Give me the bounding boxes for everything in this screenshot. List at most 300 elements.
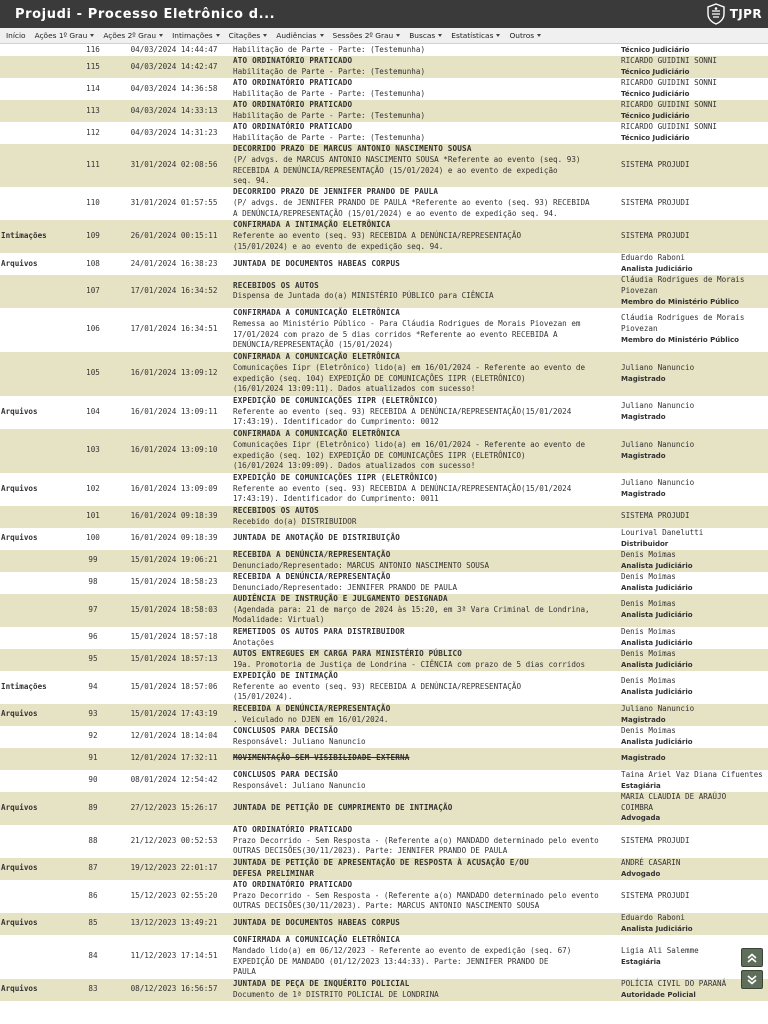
table-row[interactable]: [0, 935, 768, 979]
movement-title[interactable]: JUNTADA DE PETIÇÃO DE CUMPRIMENTO DE INTIMAÇÃO: [233, 802, 453, 812]
row-movement: [232, 122, 618, 144]
table-row[interactable]: [0, 726, 768, 748]
row-type[interactable]: Arquivos: [0, 704, 70, 726]
row-user: [618, 528, 768, 550]
table-row[interactable]: [0, 506, 768, 528]
row-user: [618, 122, 768, 144]
user-name: Juliano Nanuncio: [621, 362, 695, 372]
row-seq: 97: [70, 594, 116, 627]
movement-title[interactable]: CONFIRMADA A COMUNICAÇÃO ELETRÔNICA: [233, 307, 401, 317]
table-row[interactable]: [0, 671, 768, 704]
menu-item-label: Sessões 2º Grau: [332, 31, 394, 40]
row-type: [0, 506, 70, 528]
row-type: [0, 44, 70, 56]
table-row[interactable]: [0, 649, 768, 671]
row-date: 04/03/2024 14:44:47: [116, 44, 232, 56]
row-date: 13/12/2023 13:49:21: [116, 913, 232, 935]
movement-description: RECEBIDA A DENÚNCIA/REPRESENTAÇÃO (15/01/2024) e ao evento de expedição: [233, 165, 558, 175]
movement-title[interactable]: EXPEDIÇÃO DE INTIMAÇÃO: [233, 670, 338, 680]
row-user: [618, 429, 768, 473]
table-row[interactable]: [0, 122, 768, 144]
user-role: Membro do Ministério Público: [621, 297, 739, 306]
row-movement: [232, 187, 618, 220]
user-name: Cláudia Rodrigues de Morais: [621, 275, 745, 285]
user-name: SISTEMA PROJUDI: [621, 511, 690, 521]
table-row[interactable]: [0, 44, 768, 56]
row-user: [618, 100, 768, 122]
row-date: 12/01/2024 17:32:11: [116, 748, 232, 770]
row-movement: [232, 550, 618, 572]
row-date: 21/12/2023 00:52:53: [116, 825, 232, 858]
row-seq: 104: [70, 396, 116, 429]
row-movement: [232, 825, 618, 858]
movement-title[interactable]: AUTOS ENTREGUES EM CARGA PARA MINISTÉRIO PÚBLICO: [233, 648, 463, 658]
row-user: [618, 78, 768, 100]
user-role: Técnico Judiciário: [621, 90, 690, 98]
user-role: Advogada: [621, 814, 661, 823]
row-movement: [232, 429, 618, 473]
movement-title[interactable]: RECEBIDA A DENÚNCIA/REPRESENTAÇÃO: [233, 571, 391, 581]
table-row[interactable]: [0, 396, 768, 429]
menu-item-label: Intimações: [172, 31, 213, 40]
movement-title[interactable]: CONCLUSOS PARA DECISÃO: [233, 725, 338, 735]
row-seq: 93: [70, 704, 116, 726]
row-user: [618, 726, 768, 748]
user-role: Magistrado: [621, 413, 666, 422]
movement-description: 17:43:19). Identificador do Cumprimento: 0011: [233, 494, 439, 504]
movement-description: Responsável: Juliano Nanuncio: [233, 736, 366, 746]
row-date: 16/01/2024 09:18:39: [116, 528, 232, 550]
row-type[interactable]: Intimações: [0, 671, 70, 704]
row-user: [618, 352, 768, 396]
movement-title[interactable]: JUNTADA DE DOCUMENTOS HABEAS CORPUS: [233, 918, 401, 928]
movement-description: Habilitação de Parte - Parte: (Testemunha): [233, 67, 426, 76]
row-date: 08/01/2024 12:54:42: [116, 770, 232, 792]
table-row[interactable]: [0, 770, 768, 792]
row-date: 16/01/2024 13:09:10: [116, 429, 232, 473]
menu-item-2[interactable]: [103, 31, 163, 40]
row-movement: [232, 44, 618, 56]
menu-item-8[interactable]: [451, 31, 500, 40]
movement-title[interactable]: RECEBIDOS OS AUTOS: [233, 280, 319, 290]
row-type[interactable]: Arquivos: [0, 473, 70, 506]
table-row[interactable]: [0, 100, 768, 122]
movement-title[interactable]: ATO ORDINATÓRIO PRATICADO: [233, 824, 353, 834]
row-seq: 98: [70, 572, 116, 594]
user-role: Técnico Judiciário: [621, 68, 690, 76]
row-type[interactable]: Intimações: [0, 220, 70, 253]
table-row[interactable]: [0, 748, 768, 770]
movement-title[interactable]: RECEBIDA A DENÚNCIA/REPRESENTAÇÃO: [233, 703, 391, 713]
row-seq: 112: [70, 122, 116, 144]
row-type[interactable]: Arquivos: [0, 396, 70, 429]
row-seq: 113: [70, 100, 116, 122]
row-user: [618, 858, 768, 880]
row-date: 24/01/2024 16:38:23: [116, 253, 232, 275]
movement-title[interactable]: ATO ORDINATÓRIO PRATICADO: [233, 879, 353, 889]
menu-item-4[interactable]: [229, 31, 268, 40]
movement-description: PAULA: [233, 967, 256, 977]
row-type: [0, 572, 70, 594]
row-seq: 87: [70, 858, 116, 880]
row-date: 17/01/2024 16:34:52: [116, 275, 232, 307]
movement-title[interactable]: CONCLUSOS PARA DECISÃO: [233, 769, 338, 779]
user-role: Autoridade Policial: [621, 990, 696, 999]
row-date: 31/01/2024 01:57:55: [116, 187, 232, 220]
movement-title[interactable]: DECORRIDO PRAZO DE MARCUS ANTONIO NASCIMENTO SOUSA: [233, 144, 472, 153]
row-date: 15/01/2024 18:58:03: [116, 594, 232, 627]
row-seq: 110: [70, 187, 116, 220]
table-row[interactable]: [0, 187, 768, 220]
table-row[interactable]: [0, 792, 768, 825]
user-name: Taina Ariel Vaz Diana Cifuentes: [621, 769, 763, 779]
table-row[interactable]: [0, 979, 768, 1001]
movement-description: DENÚNCIA/REPRESENTAÇÃO (15/01/2024): [233, 340, 394, 350]
user-name: RICARDO GUIDINI SONNI: [621, 78, 718, 88]
table-row[interactable]: [0, 56, 768, 78]
row-user: [618, 880, 768, 913]
user-role: Distribuidor: [621, 539, 669, 548]
row-user: [618, 253, 768, 275]
user-role: Magistrado: [621, 754, 666, 763]
logo-text: TJPR: [729, 7, 762, 21]
table-row[interactable]: [0, 572, 768, 594]
row-date: 16/01/2024 13:09:11: [116, 396, 232, 429]
row-user: [618, 396, 768, 429]
row-type: [0, 56, 70, 78]
row-date: 19/12/2023 22:01:17: [116, 858, 232, 880]
table-row[interactable]: [0, 858, 768, 880]
row-type: [0, 144, 70, 187]
row-date: 27/12/2023 15:26:17: [116, 792, 232, 825]
row-movement: [232, 144, 618, 187]
row-movement: [232, 748, 618, 770]
row-movement: [232, 473, 618, 506]
table-row[interactable]: [0, 550, 768, 572]
row-type: [0, 308, 70, 352]
row-movement: [232, 935, 618, 979]
table-row[interactable]: [0, 253, 768, 275]
row-user: [618, 550, 768, 572]
user-name: Juliano Nanuncio: [621, 478, 695, 488]
row-type: [0, 627, 70, 649]
row-seq: 83: [70, 979, 116, 1001]
table-row[interactable]: [0, 144, 768, 187]
user-name: Denis Moimas: [621, 725, 676, 735]
row-date: 08/12/2023 16:56:57: [116, 979, 232, 1001]
row-date: 16/01/2024 09:18:39: [116, 506, 232, 528]
user-name: SISTEMA PROJUDI: [621, 198, 690, 208]
row-seq: 96: [70, 627, 116, 649]
row-type[interactable]: Arquivos: [0, 979, 70, 1001]
movement-title[interactable]: CONFIRMADA A COMUNICAÇÃO ELETRÔNICA: [233, 428, 401, 438]
movement-title[interactable]: RECEBIDOS OS AUTOS: [233, 505, 319, 515]
movement-description: Comunicações Iipr (Eletrônico) lido(a) em 16/01/2024 - Referente ao evento de: [233, 362, 586, 372]
user-name: SISTEMA PROJUDI: [621, 835, 690, 845]
row-seq: 114: [70, 78, 116, 100]
movement-title[interactable]: CONFIRMADA A INTIMAÇÃO ELETRÔNICA: [233, 220, 391, 230]
movement-description: (16/01/2024 13:09:09). Dados atualizados com sucesso!: [233, 461, 476, 471]
movement-title[interactable]: DECORRIDO PRAZO DE JENNIFER PRANDO DE PAULA: [233, 187, 439, 197]
row-date: 04/03/2024 14:31:23: [116, 122, 232, 144]
table-row[interactable]: [0, 627, 768, 649]
user-name: RICARDO GUIDINI SONNI: [621, 122, 718, 132]
row-seq: 115: [70, 56, 116, 78]
user-name: Denis Moimas: [621, 571, 676, 581]
row-movement: [232, 506, 618, 528]
row-date: 31/01/2024 02:08:56: [116, 144, 232, 187]
user-role: Analista Judiciário: [621, 611, 693, 620]
row-type: [0, 275, 70, 307]
table-row[interactable]: [0, 473, 768, 506]
movement-description: Anotações: [233, 637, 275, 647]
row-user: [618, 473, 768, 506]
row-type: [0, 550, 70, 572]
menu-item-label: Outros: [509, 31, 535, 40]
scroll-up-button[interactable]: [741, 948, 763, 967]
movement-description: expedição (seq. 104) EXPEDIÇÃO DE COMUNICAÇÕES IIPR (ELETRÔNICO): [233, 373, 526, 383]
row-seq: 106: [70, 308, 116, 352]
user-role: Magistrado: [621, 374, 666, 383]
table-row[interactable]: [0, 78, 768, 100]
user-name: POLÍCIA CIVIL DO PARANÁ: [621, 978, 727, 988]
row-date: 16/01/2024 13:09:09: [116, 473, 232, 506]
row-movement: [232, 627, 618, 649]
movement-title[interactable]: ATO ORDINATÓRIO PRATICADO: [233, 122, 353, 132]
movement-description: seq. 94.: [233, 176, 270, 186]
table-row[interactable]: [0, 528, 768, 550]
row-movement: [232, 253, 618, 275]
row-movement: [232, 671, 618, 704]
row-type[interactable]: Arquivos: [0, 913, 70, 935]
movement-description: Dispensa de Juntada do(a) MINISTÉRIO PÚBLICO para CIÊNCIA: [233, 291, 494, 301]
table-row[interactable]: [0, 220, 768, 253]
row-user: [618, 627, 768, 649]
user-role: Analista Judiciário: [621, 265, 693, 274]
user-role: Estagiária: [621, 957, 661, 966]
user-role: Técnico Judiciário: [621, 112, 690, 120]
main-menu: [0, 28, 768, 44]
menu-item-label: Citações: [228, 31, 261, 40]
row-movement: [232, 649, 618, 671]
movement-title[interactable]: JUNTADA DE PEÇA DE INQUÉRITO POLICIAL: [233, 978, 410, 988]
user-role: Analista Judiciário: [621, 737, 693, 746]
user-name: RICARDO GUIDINI SONNI: [621, 100, 718, 110]
row-date: 15/01/2024 18:57:18: [116, 627, 232, 649]
movement-description: Referente ao evento (seq. 93) RECEBIDA A DENÚNCIA/REPRESENTAÇÃO(15/01/2024: [233, 483, 572, 493]
user-role: Analista Judiciário: [621, 583, 693, 592]
user-name: Ligia Ali Salemme: [621, 945, 699, 955]
menu-item-0[interactable]: [6, 31, 26, 40]
user-role: Técnico Judiciário: [621, 134, 690, 142]
user-role: Analista Judiciário: [621, 688, 693, 697]
row-date: 04/03/2024 14:36:58: [116, 78, 232, 100]
row-date: 12/01/2024 18:14:04: [116, 726, 232, 748]
row-seq: 95: [70, 649, 116, 671]
menu-item-label: Ações 2º Grau: [103, 31, 157, 40]
movement-description: . Veiculado no DJEN em 16/01/2024.: [233, 714, 389, 724]
chevron-down-icon: [320, 34, 324, 37]
movement-title[interactable]: ATO ORDINATÓRIO PRATICADO: [233, 56, 353, 66]
table-row[interactable]: [0, 429, 768, 473]
movement-description: 19a. Promotoria de Justiça de Londrina - CIÊNCIA com prazo de 5 dias corridos: [233, 659, 586, 669]
title-bar: [0, 0, 768, 28]
row-movement: [232, 913, 618, 935]
row-movement: [232, 792, 618, 825]
row-seq: 116: [70, 44, 116, 56]
row-seq: 91: [70, 748, 116, 770]
user-name: SISTEMA PROJUDI: [621, 160, 690, 170]
row-seq: 109: [70, 220, 116, 253]
movements-table: [0, 44, 768, 1001]
chevron-down-icon: [90, 34, 94, 37]
row-type: [0, 935, 70, 979]
user-role: Magistrado: [621, 715, 666, 724]
row-seq: 94: [70, 671, 116, 704]
menu-item-label: Ações 1º Grau: [34, 31, 88, 40]
row-seq: 108: [70, 253, 116, 275]
user-name: Juliano Nanuncio: [621, 401, 695, 411]
movement-title[interactable]: RECEBIDA A DENÚNCIA/REPRESENTAÇÃO: [233, 549, 391, 559]
movement-description: Habilitação de Parte - Parte: (Testemunha): [233, 111, 426, 120]
menu-item-label: Buscas: [409, 31, 436, 40]
movement-description: Referente ao evento (seq. 93) RECEBIDA A DENÚNCIA/REPRESENTAÇÃO: [233, 231, 522, 241]
movement-description: 17/01/2024 com prazo de 5 dias corridos *Referente ao evento RECEBIDA A: [233, 329, 558, 339]
row-date: 15/01/2024 18:57:13: [116, 649, 232, 671]
user-name: Denis Moimas: [621, 626, 676, 636]
user-role: Técnico Judiciário: [621, 45, 690, 54]
user-name: RICARDO GUIDINI SONNI: [621, 56, 718, 66]
row-seq: 103: [70, 429, 116, 473]
menu-item-6[interactable]: [333, 31, 401, 40]
row-type: [0, 880, 70, 913]
table-row[interactable]: [0, 880, 768, 913]
row-date: 15/01/2024 18:57:06: [116, 671, 232, 704]
chevron-down-icon: [537, 34, 541, 37]
user-name: Lourival Danelutti: [621, 527, 704, 537]
row-type: [0, 352, 70, 396]
movement-description: Prazo Decorrido - Sem Resposta - (Referente a(o) MANDADO determinado pelo evento: [233, 835, 599, 845]
chevron-down-icon: [438, 34, 442, 37]
row-seq: 86: [70, 880, 116, 913]
table-row[interactable]: [0, 352, 768, 396]
movement-description: OUTRAS DECISÕES(30/11/2023). Parte: JENNIFER PRANDO DE PAULA: [233, 846, 508, 856]
row-movement: [232, 704, 618, 726]
row-date: 04/03/2024 14:33:13: [116, 100, 232, 122]
movement-description: (16/01/2024 13:09:11). Dados atualizados com sucesso!: [233, 384, 476, 394]
movement-title[interactable]: ATO ORDINATÓRIO PRATICADO: [233, 100, 353, 110]
table-row[interactable]: [0, 913, 768, 935]
menu-item-1[interactable]: [35, 31, 95, 40]
movement-title[interactable]: JUNTADA DE DOCUMENTOS HABEAS CORPUS: [233, 258, 401, 268]
row-type: [0, 649, 70, 671]
movement-title[interactable]: CONFIRMADA A COMUNICAÇÃO ELETRÔNICA: [233, 351, 401, 361]
user-role: Analista Judiciário: [621, 924, 693, 933]
menu-item-5[interactable]: [276, 31, 323, 40]
movement-description: EXPEDIÇÃO DE MANDADO (01/12/2023 13:44:33). Parte: JENNIFER PRANDO DE: [233, 956, 549, 966]
table-row[interactable]: [0, 308, 768, 352]
scroll-down-button[interactable]: [741, 970, 763, 989]
movement-title[interactable]: ATO ORDINATÓRIO PRATICADO: [233, 78, 353, 88]
table-row[interactable]: [0, 594, 768, 627]
row-movement: [232, 275, 618, 307]
movement-title[interactable]: JUNTADA DE PETIÇÃO DE APRESENTAÇÃO DE RESPOSTA À ACUSAÇÃO E/OU: [233, 857, 529, 867]
movement-description: Responsável: Juliano Nanuncio: [233, 780, 366, 790]
tjpr-logo[interactable]: [706, 2, 762, 26]
row-date: 15/12/2023 02:55:20: [116, 880, 232, 913]
row-movement: [232, 56, 618, 78]
row-movement: [232, 572, 618, 594]
menu-item-3[interactable]: [172, 31, 220, 40]
double-chevron-up-icon: [745, 952, 759, 964]
movement-description: (15/01/2024).: [233, 692, 293, 702]
row-movement: [232, 100, 618, 122]
row-date: 04/03/2024 14:42:47: [116, 56, 232, 78]
row-movement: [232, 770, 618, 792]
movement-description: expedição (seq. 102) EXPEDIÇÃO DE COMUNICAÇÕES IIPR (ELETRÔNICO): [233, 450, 526, 460]
menu-item-9[interactable]: [509, 31, 541, 40]
user-name: Cláudia Rodrigues de Morais: [621, 313, 745, 323]
user-name: Eduardo Raboni: [621, 912, 686, 922]
row-movement: [232, 220, 618, 253]
movement-title[interactable]: EXPEDIÇÃO DE COMUNICAÇÕES IIPR (ELETRÔNICO): [233, 395, 439, 405]
user-name: Eduardo Raboni: [621, 253, 686, 263]
chevron-down-icon: [496, 34, 500, 37]
movement-description: Denunciado/Representado: JENNIFER PRANDO DE PAULA: [233, 582, 458, 592]
chevron-down-icon: [396, 34, 400, 37]
movement-title[interactable]: EXPEDIÇÃO DE COMUNICAÇÕES IIPR (ELETRÔNICO): [233, 472, 439, 482]
row-movement: [232, 594, 618, 627]
movements-table-container[interactable]: [0, 44, 768, 999]
movement-description: Habilitação de Parte - Parte: (Testemunha): [233, 44, 426, 54]
row-movement: [232, 979, 618, 1001]
table-row[interactable]: [0, 275, 768, 307]
row-type[interactable]: Arquivos: [0, 858, 70, 880]
movement-title[interactable]: MOVIMENTAÇÃO SEM VISIBILIDADE EXTERNA: [233, 753, 410, 763]
table-row[interactable]: [0, 825, 768, 858]
row-seq: 101: [70, 506, 116, 528]
row-type: [0, 770, 70, 792]
row-type[interactable]: Arquivos: [0, 792, 70, 825]
movement-title[interactable]: REMETIDOS OS AUTOS PARA DISTRIBUIDOR: [233, 626, 405, 636]
row-movement: [232, 352, 618, 396]
chevron-down-icon: [159, 34, 163, 37]
user-role: Magistrado: [621, 490, 666, 499]
chevron-down-icon: [263, 34, 267, 37]
row-type[interactable]: Arquivos: [0, 528, 70, 550]
row-date: 16/01/2024 13:09:12: [116, 352, 232, 396]
row-user: [618, 220, 768, 253]
row-seq: 89: [70, 792, 116, 825]
movement-description: Recebido do(a) DISTRIBUIDOR: [233, 516, 357, 526]
chevron-down-icon: [216, 34, 220, 37]
movement-description: A DENÚNCIA/REPRESENTAÇÃO (15/01/2024) e ao evento de expedição seq. 94.: [233, 209, 558, 219]
table-row[interactable]: [0, 704, 768, 726]
row-user: [618, 594, 768, 627]
movement-title[interactable]: AUDIÊNCIA DE INSTRUÇÃO E JULGAMENTO DESIGNADA: [233, 593, 448, 603]
row-date: 15/01/2024 18:58:23: [116, 572, 232, 594]
menu-item-7[interactable]: [409, 31, 442, 40]
row-user: [618, 187, 768, 220]
row-type: [0, 594, 70, 627]
user-role: Advogado: [621, 869, 661, 878]
movement-title[interactable]: JUNTADA DE ANOTAÇÃO DE DISTRIBUIÇÃO: [233, 533, 401, 543]
menu-item-label: Estatísticas: [451, 31, 494, 40]
row-seq: 85: [70, 913, 116, 935]
row-type[interactable]: Arquivos: [0, 253, 70, 275]
movement-title[interactable]: CONFIRMADA A COMUNICAÇÃO ELETRÔNICA: [233, 934, 401, 944]
movement-description: Documento de 1ª DISTRITO POLICIAL DE LONDRINA: [233, 989, 439, 999]
